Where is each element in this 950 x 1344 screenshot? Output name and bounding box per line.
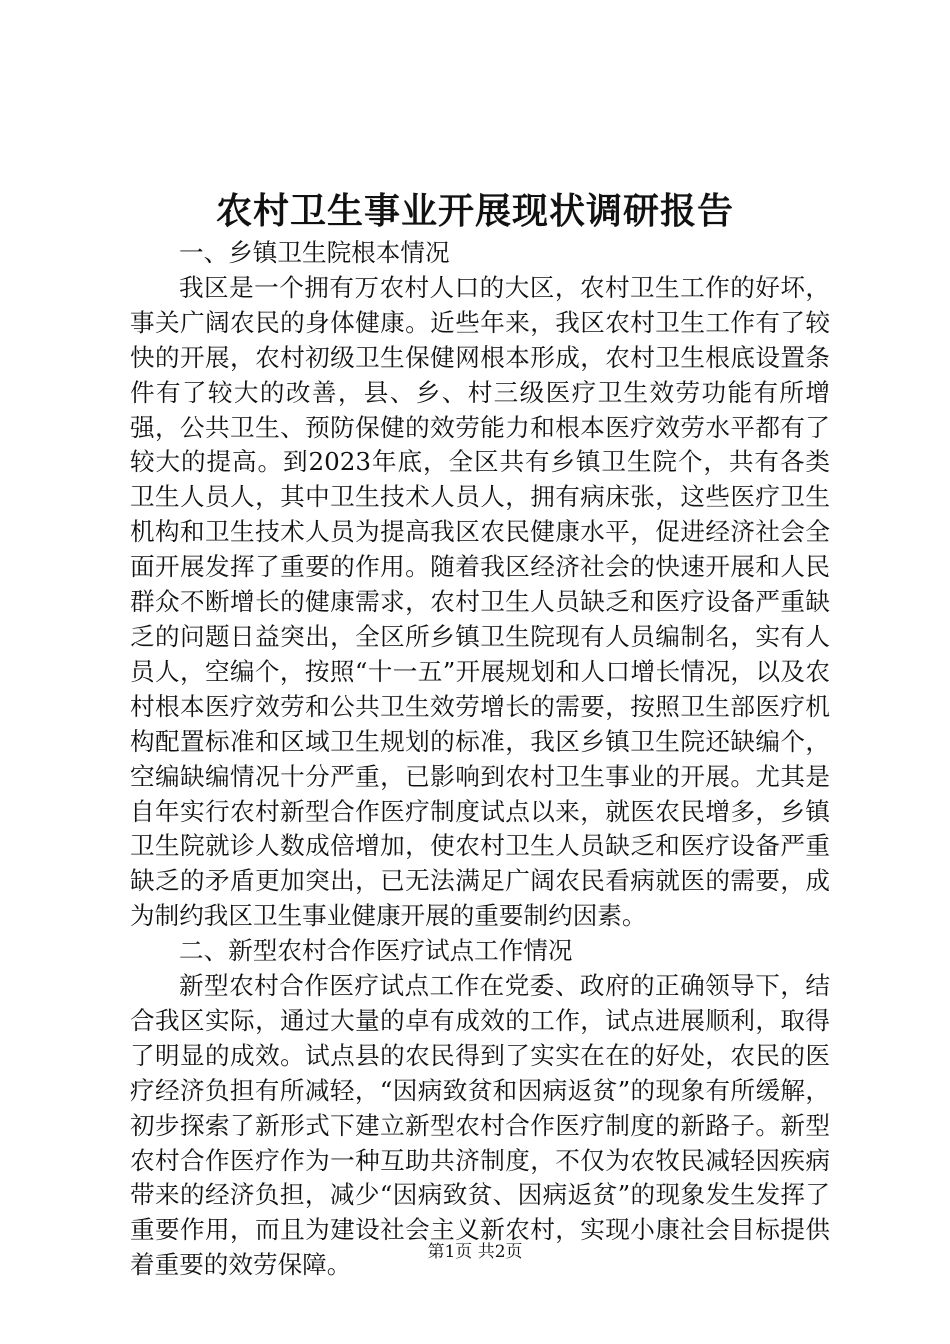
section-heading-2: 二、新型农村合作医疗试点工作情况 (179, 936, 573, 966)
page-title: 农村卫生事业开展现状调研报告 (215, 190, 734, 232)
document-body (130, 236, 830, 1283)
page-footer: 第1页 共2页 (427, 1242, 523, 1262)
section-paragraph-1: 我区是一个拥有万农村人口的大区，农村卫生工作的好坏，事关广阔农民的身体健康。近些年来，我区农村卫生工作有了较快的开展，农村初级卫生保健网根本形成，农村卫生根底设置条件有了较大的改善，县、乡、村三级医疗卫生效劳功能有所增强，公共卫生、预防保健的效劳能力和根本医疗效劳水平都有了较大的提高。到2023年底，全区共有乡镇卫生院个，共有各类卫生人员人，其中卫生技术人员人，拥有病床张，这些医疗卫生机构和卫生技术人员为提高我区农民健康水平，促进经济社会全面开展发挥了重要的作用。随着我区经济社会的快速开展和人民群众不断增长的健康需求，农村卫生人员缺乏和医疗设备严重缺乏的问题日益突出，全区所乡镇卫生院现有人员编制名，实有人员人，空编个，按照“十一五”开展规划和人口增长情况，以及农村根本医疗效劳和公共卫生效劳增长的需要，按照卫生部医疗机构配置标准和区域卫生规划的标准，我区乡镇卫生院还缺编个，空编缺编情况十分严重，已影响到农村卫生事业的开展。尤其是自年实行农村新型合作医疗制度试点以来，就医农民增多，乡镇卫生院就诊人数成倍增加，使农村卫生人员缺乏和医疗设备严重缺乏的矛盾更加突出，已无法满足广阔农民看病就医的需要，成为制约我区卫生事业健康开展的重要制约因素。 (130, 272, 830, 931)
section-heading-1: 一、乡镇卫生院根本情况 (179, 238, 450, 267)
section-paragraph-2: 新型农村合作医疗试点工作在党委、政府的正确领导下，结合我区实际，通过大量的卓有成效的工作，试点进展顺利，取得了明显的成效。试点县的农民得到了实实在在的好处，农民的医疗经济负担有所减轻，“因病致贫和因病返贫”的现象有所缓解，初步探索了新形式下建立新型农村合作医疗制度的新路子。新型农村合作医疗作为一种互助共济制度，不仅为农牧民减轻因疾病带来的经济负担，减少“因病致贫、因病返贫”的现象发生发挥了重要作用，而且为建设社会主义新农村，实现小康社会目标提供着重要的效劳保障。 (130, 971, 830, 1280)
